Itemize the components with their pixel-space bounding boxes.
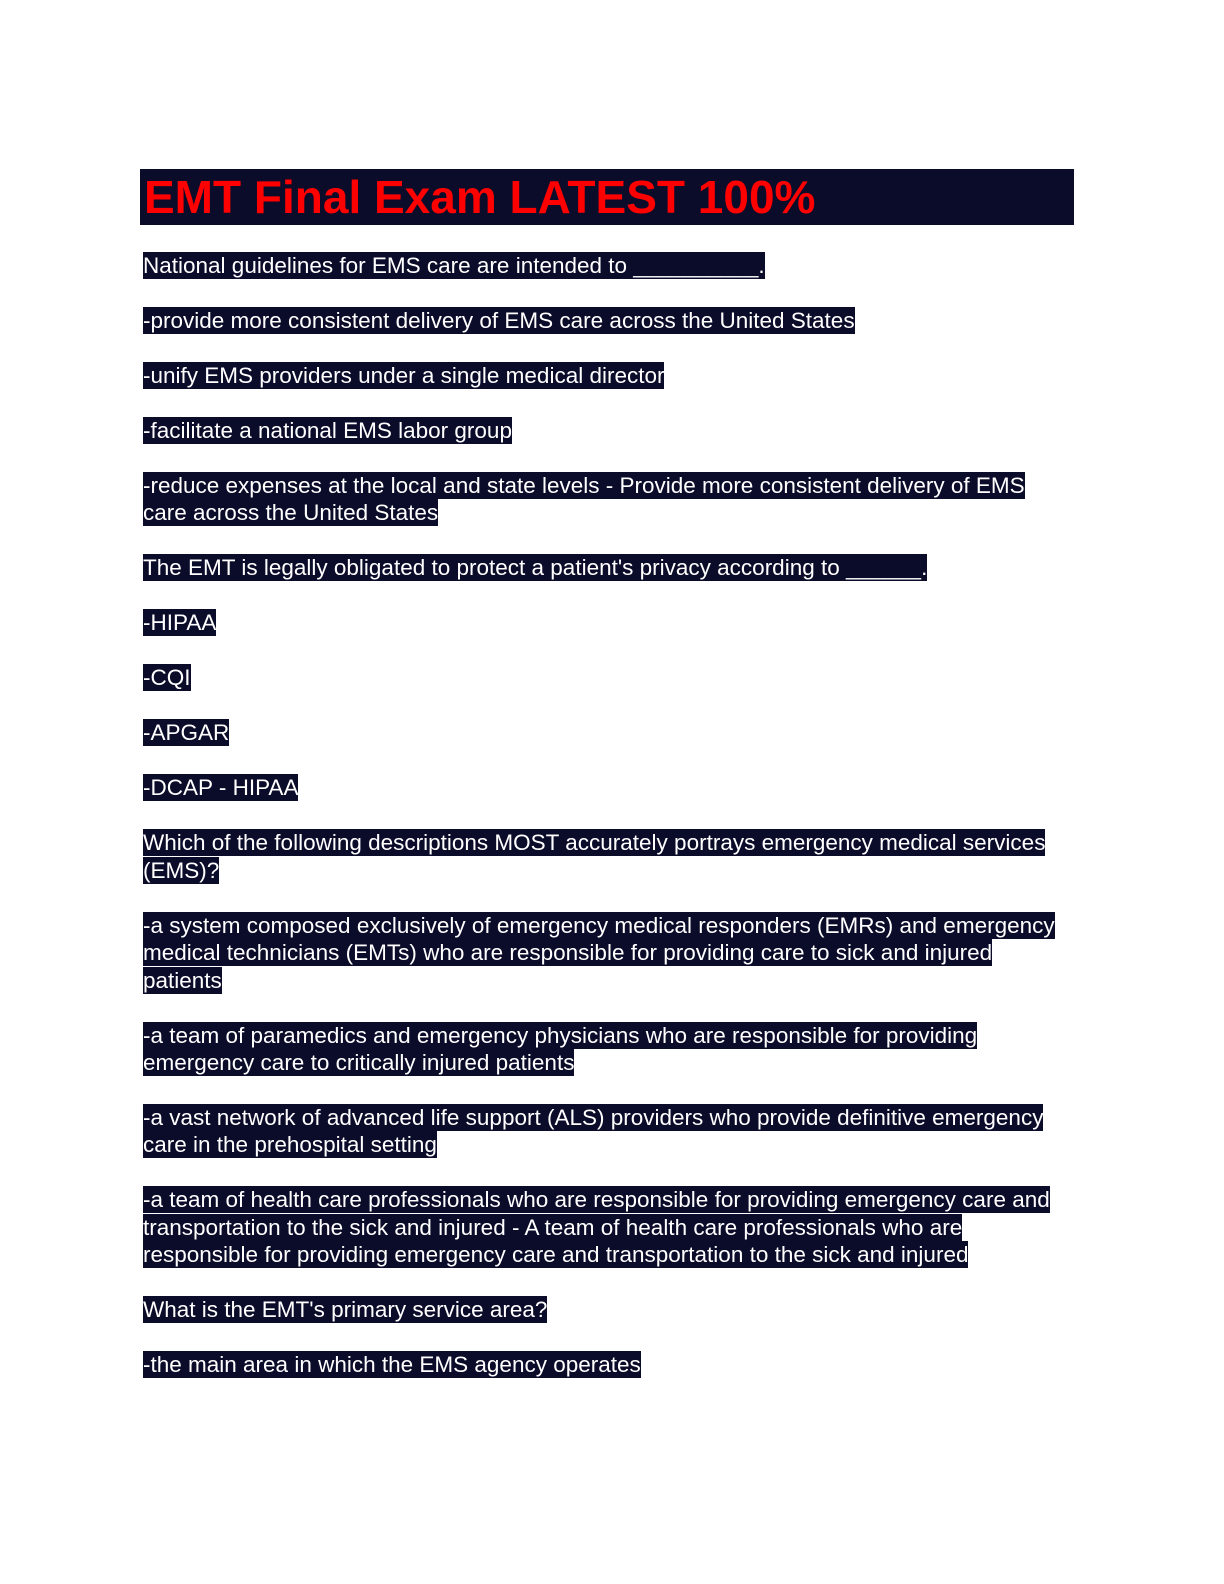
document-body — [143, 252, 1073, 1406]
title-banner — [140, 169, 1074, 225]
document-title: EMT Final Exam LATEST 100% — [144, 171, 816, 223]
option-text: -the main area in which the EMS agency operates — [143, 1352, 641, 1378]
option-text: -CQI — [143, 665, 191, 691]
answer-option — [143, 362, 1073, 389]
question-text: Which of the following descriptions MOST accurately portrays emergency medical services (EMS)? — [143, 830, 1046, 883]
answer-option — [143, 609, 1073, 636]
answer-option-with-answer — [143, 1186, 1073, 1268]
question-3 — [143, 829, 1073, 884]
question-1 — [143, 252, 1073, 279]
answer-option — [143, 307, 1073, 334]
option-text: -provide more consistent delivery of EMS care across the United States — [143, 308, 855, 333]
option-text: -reduce expenses at the local and state levels - Provide more consistent delivery of EMS care across the United States — [143, 473, 1025, 526]
question-2 — [143, 554, 1073, 581]
answer-option — [143, 719, 1073, 746]
option-text: -a team of health care professionals who are responsible for providing emergency care and transportation to the sick and injured - A team of health care professionals who are responsible for providing emergency care and transportation to the sick and injured — [143, 1187, 1050, 1268]
answer-option — [143, 912, 1073, 994]
answer-option — [143, 1104, 1073, 1159]
question-text: The EMT is legally obligated to protect a patient's privacy according to ______. — [143, 555, 928, 581]
answer-option-with-answer — [143, 774, 1073, 801]
option-text: -HIPAA — [143, 610, 217, 636]
option-text: -facilitate a national EMS labor group — [143, 418, 512, 443]
answer-option — [143, 1351, 1073, 1378]
answer-option — [143, 1022, 1073, 1077]
option-text: -a system composed exclusively of emergency medical responders (EMRs) and emergency medical technicians (EMTs) who are responsible for providing care to sick and injured patients — [143, 912, 1055, 993]
question-4 — [143, 1296, 1073, 1323]
answer-option — [143, 664, 1073, 691]
question-text: National guidelines for EMS care are intended to __________. — [143, 253, 765, 278]
question-text: What is the EMT's primary service area? — [143, 1297, 548, 1323]
answer-option-with-answer — [143, 472, 1073, 527]
option-text: -a team of paramedics and emergency physicians who are responsible for providing emergency care to critically injured patients — [143, 1022, 978, 1076]
option-text: -DCAP - HIPAA — [143, 775, 299, 801]
option-text: -unify EMS providers under a single medical director — [143, 363, 665, 388]
option-text: -a vast network of advanced life support (ALS) providers who provide definitive emergency care in the prehospital setting — [143, 1105, 1044, 1158]
answer-option — [143, 417, 1073, 444]
option-text: -APGAR — [143, 720, 230, 746]
